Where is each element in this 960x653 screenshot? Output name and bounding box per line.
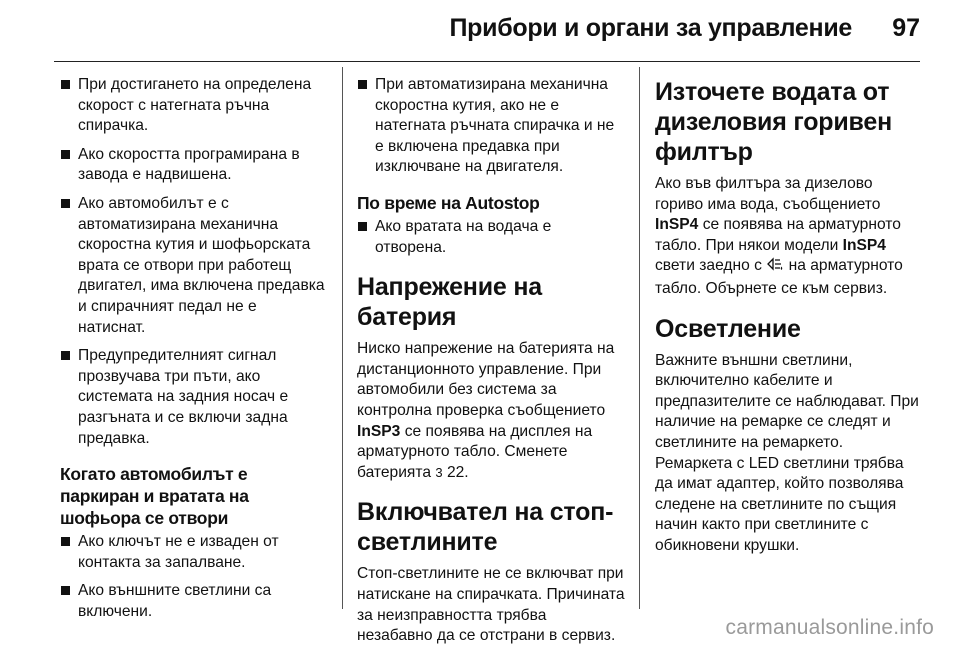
bullet-list-top (60, 75, 328, 449)
list-item: Ако ключът не е изваден от контакта за запалване. (60, 532, 328, 573)
column-divider-1 (342, 67, 343, 609)
heading-battery: Напрежение на батерия (357, 273, 542, 332)
bullet-square-icon (61, 199, 70, 208)
watermark: carmanualsonline.info (725, 616, 934, 639)
battery-paragraph: Ниско напрежение на батерията на дистанционното управление. При автомобили без система за контролна проверка съобщението InSP3 се появява на дисплея на арматурното табло. Сменете батерията 3 22. (357, 340, 615, 481)
brake-paragraph: Стоп-светлините не се включват при натискане на спирачката. Причината за неизправността трябва незабавно да се отстрани в сервиз. (357, 565, 625, 645)
heading-brake-light-switch: Включвател на стоп-светлините (357, 498, 614, 557)
water-paragraph: Ако във филтъра за дизелово гориво има вода, съобщението InSP4 се появява на арматурното табло. При някои модели InSP4 свети заедно с на арматурното табло. Обърнете се към сервиз. (655, 175, 903, 297)
list-item: Ако автомобилът е с автоматизирана механична скоростна кутия и шофьорската врата се отвори при работещ двигател, има включена предавка и спирачният педал не е натиснат. (60, 194, 328, 338)
list-item: При достигането на определена скорост с натегната ръчна спирачка. (60, 75, 328, 137)
page-number: 97 (892, 14, 920, 42)
header-divider (54, 61, 920, 62)
heading-drain-water: Източете водата от дизеловия горивен филтър (655, 78, 892, 166)
bullet-square-icon (61, 351, 70, 360)
bullet-square-icon (61, 537, 70, 546)
bullet-square-icon (61, 150, 70, 159)
bullet-list-bottom (60, 532, 328, 622)
column-1 (60, 75, 328, 630)
page-header (0, 0, 960, 62)
bullet-list-transmission (357, 75, 625, 178)
page-reference: 22. (446, 463, 469, 481)
page-reference-icon: 3 (435, 464, 443, 480)
list-item: Предупредителният сигнал прозвучава три пъти, ако системата на задния носач е разгъната и се включи задна предавка. (60, 346, 328, 449)
bullet-square-icon (61, 80, 70, 89)
list-item: Ако външните светлини са включени. (60, 581, 328, 622)
bullet-square-icon (61, 586, 70, 595)
water-in-fuel-icon (766, 256, 784, 279)
list-item: При автоматизирана механична скоростна кутия, ако не е натегната ръчната спирачка и не е включена предавка при изключване на двигателя. (357, 75, 625, 178)
list-item: Ако вратата на водача е отворена. (357, 217, 625, 258)
heading-lighting: Осветление (655, 314, 801, 343)
display-code: InSP4 (655, 216, 699, 234)
bullet-square-icon (358, 222, 367, 231)
column-3 (655, 75, 923, 563)
list-item: Ако скоростта програмирана в завода е надвишена. (60, 145, 328, 186)
subheading-autostop: По време на Autostop (357, 192, 540, 213)
display-code: InSP4 (842, 236, 886, 254)
column-divider-2 (639, 67, 640, 609)
bullet-square-icon (358, 80, 367, 89)
header-title: Прибори и органи за управление (449, 14, 852, 42)
lighting-paragraph: Важните външни светлини, включително кабелите и предпазителите се наблюдават. При наличие на ремарке се следят и светлините на ремаркето. Ремаркета с LED светлини трябва да имат адаптер, който позволява следене на светлините по същия начин както при светлините с обикновени крушки. (655, 351, 919, 554)
column-2 (357, 75, 625, 653)
bullet-list-autostop (357, 217, 625, 258)
display-code: InSP3 (357, 422, 401, 440)
subheading-parked: Когато автомобилът е паркиран и вратата на шофьора се отвори (60, 464, 249, 529)
